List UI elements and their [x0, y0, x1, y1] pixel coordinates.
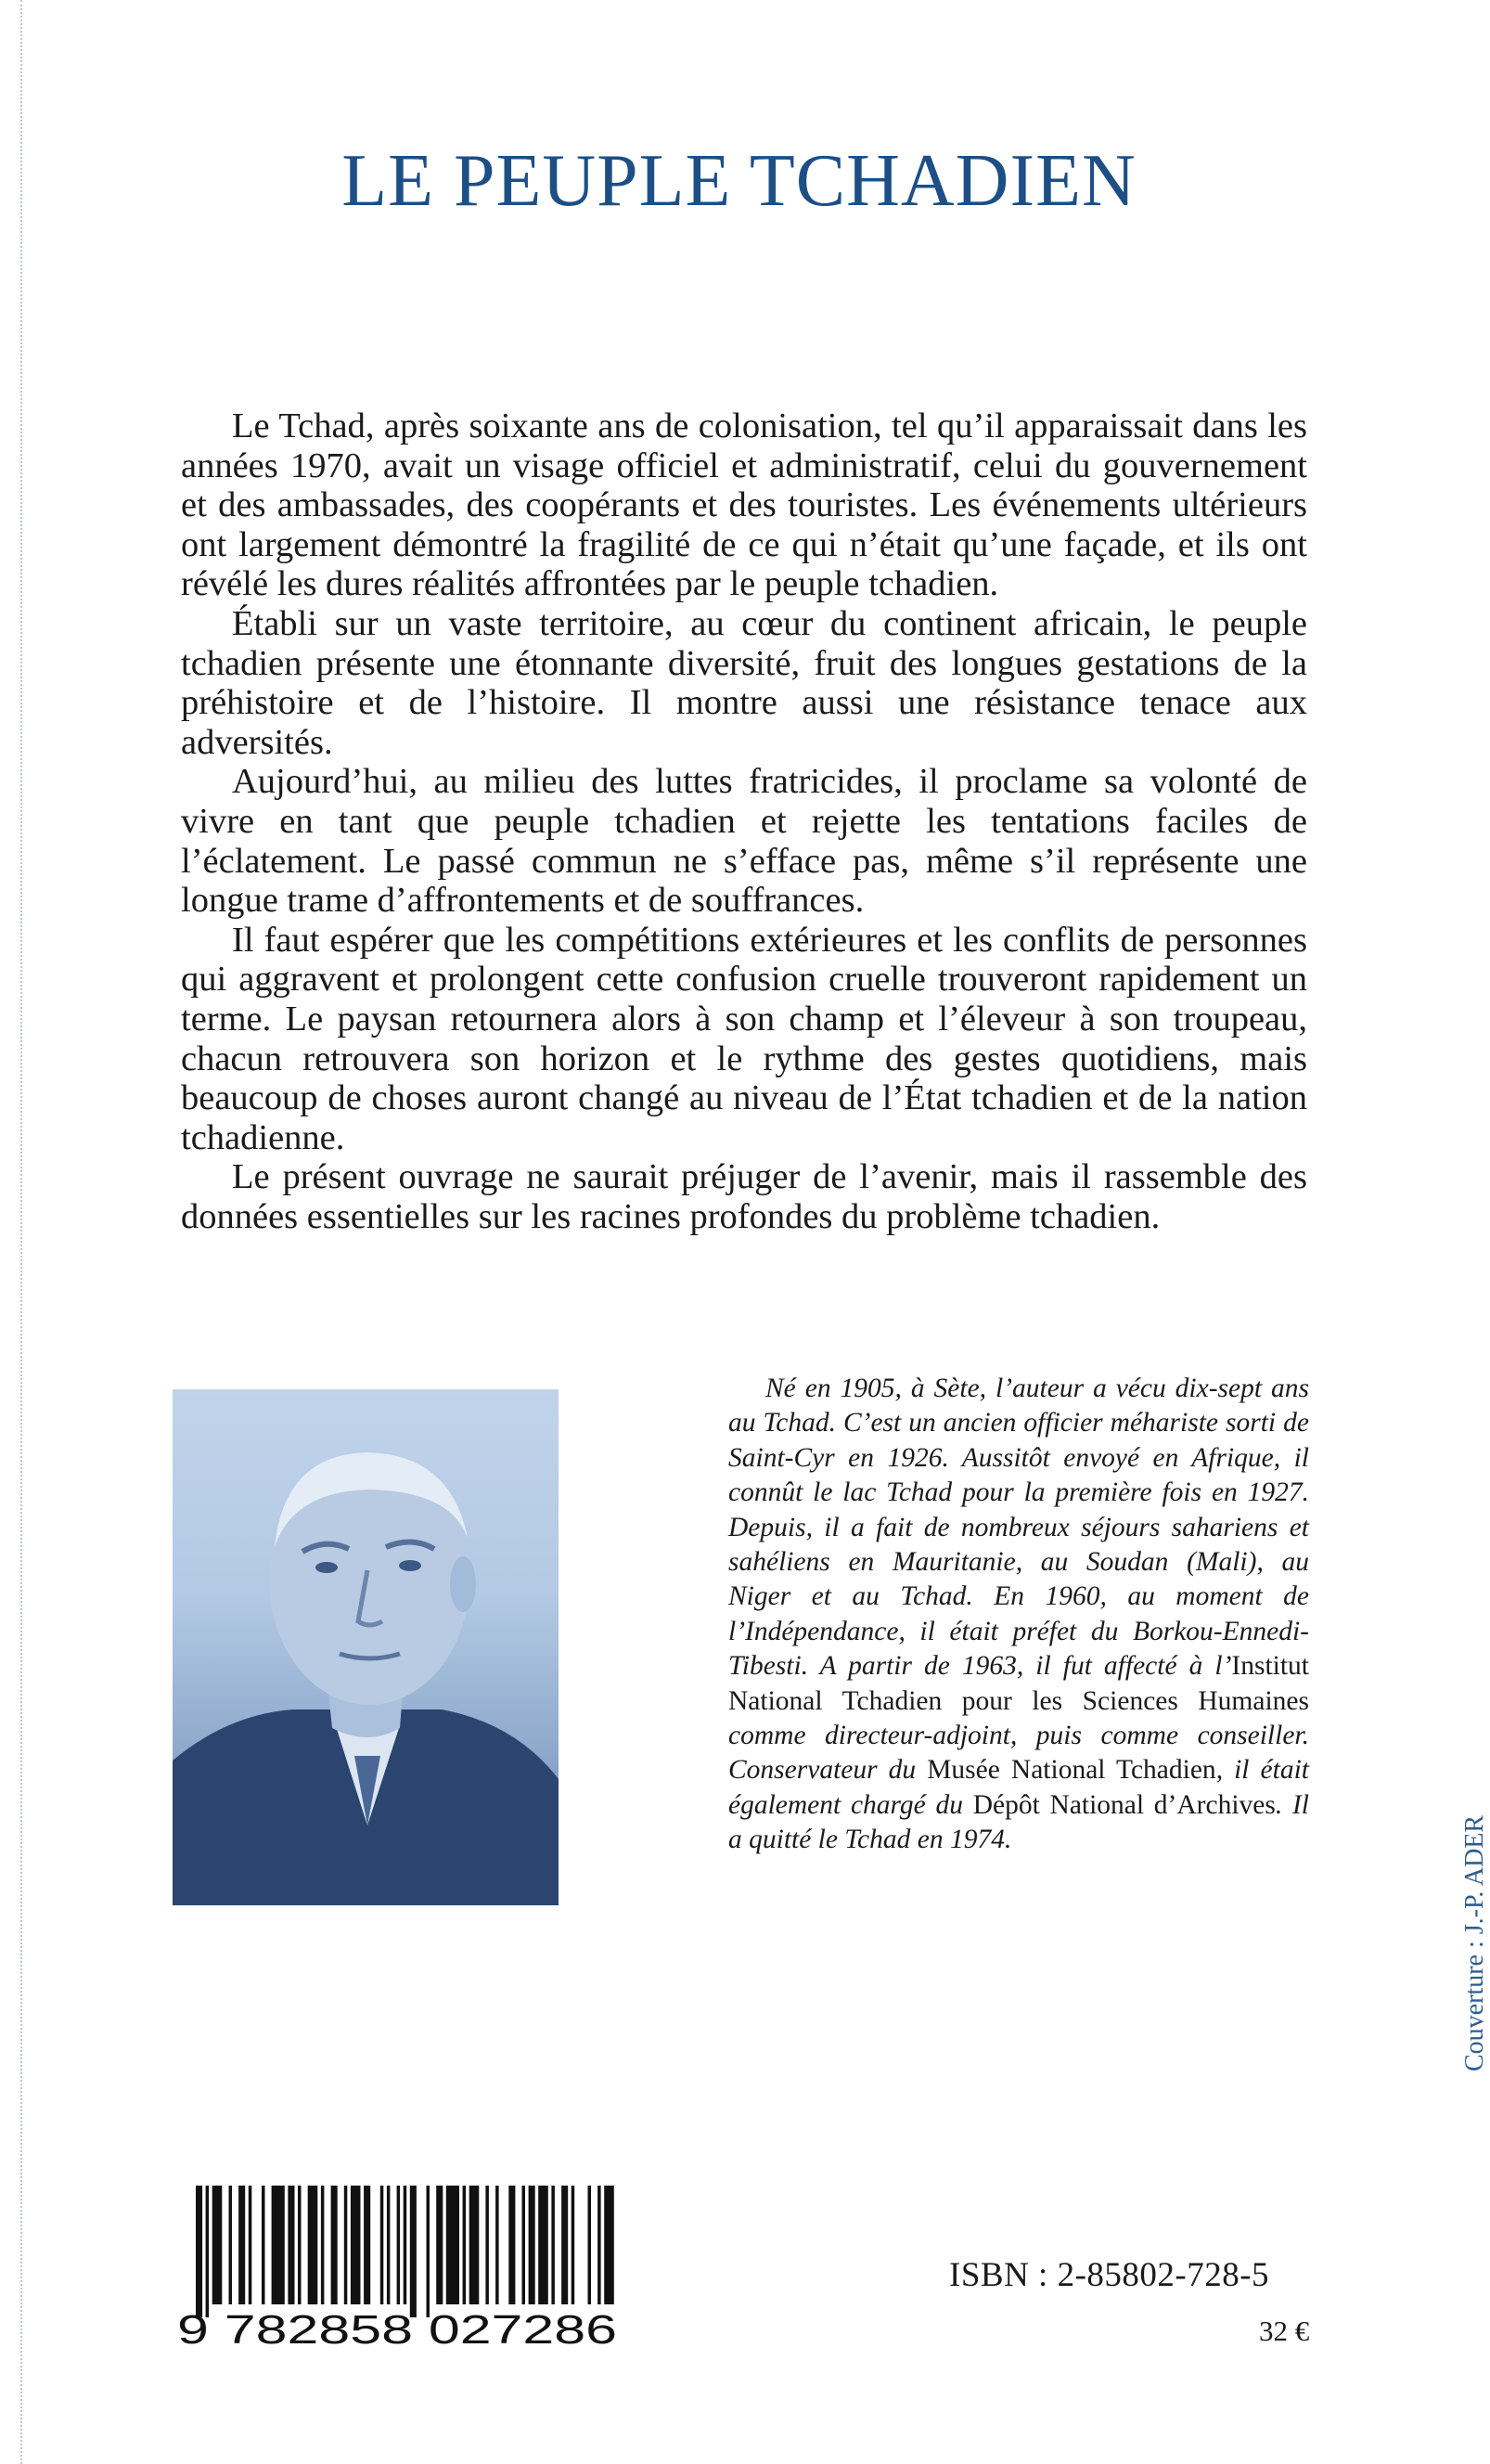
- bio-archive-name: Dépôt National d’Archives: [972, 1789, 1276, 1820]
- blurb-paragraph: Établi sur un vaste territoire, au cœur du continent africain, le peuple tchadien présente une étonnante diversité, fruit des longues gestations de la préhistoire et de l’histoire. Il montre aussi une résistance tenace aux adversités.: [181, 603, 1307, 762]
- page-edge-rule: [20, 0, 22, 2464]
- isbn-number: ISBN : 2-85802-728-5: [949, 2256, 1270, 2294]
- cover-credit: Couverture : J.-P. ADER: [1460, 1814, 1489, 2071]
- barcode-bar: [331, 2186, 338, 2304]
- barcode-bars: [196, 2186, 614, 2317]
- barcode-bar: [469, 2186, 480, 2304]
- book-title: LE PEUPLE TCHADIEN: [341, 140, 1137, 222]
- barcode-bar: [364, 2186, 370, 2304]
- barcode-bar: [380, 2186, 384, 2304]
- barcode-bar: [538, 2186, 548, 2304]
- barcode-bar: [262, 2186, 265, 2304]
- barcode-bar: [597, 2186, 601, 2304]
- barcode-bar: [561, 2186, 568, 2304]
- barcode-bar: [410, 2186, 417, 2317]
- barcode-bar: [588, 2186, 592, 2304]
- bio-text: , il était également chargé du: [728, 1755, 1309, 1820]
- barcode-bar: [427, 2186, 430, 2317]
- bio-text: comme directeur-adjoint, puis comme conseiller. Conservateur du: [728, 1721, 1309, 1786]
- back-cover-blurb: [181, 406, 1307, 1236]
- barcode-bar: [351, 2186, 361, 2304]
- barcode-bar: [404, 2186, 407, 2304]
- barcode-bar: [522, 2186, 526, 2304]
- barcode-bar: [288, 2186, 294, 2304]
- blurb-paragraph: Le Tchad, après soixante ans de colonisation, tel qu’il apparaissait dans les années 1970, avait un visage officiel et administratif, celui du gouvernement et des ambassades, des coopérants et des touristes. Les événements ultérieurs ont largement démontré la fragilité de ce qui n’était qu’une façade, et ils ont révélé les dures réalités affrontées par le peuple tchadien.: [181, 406, 1307, 604]
- barcode-digits: 9 782858 027286: [177, 2307, 617, 2353]
- bio-text: Né en 1905, à Sète, l’auteur a vécu dix-sept ans au Tchad. C’est un ancien officier méhariste sorti de Saint-Cyr en 1926. Aussitôt envoyé en Afrique, il connût le lac Tchad pour la première fois en 1927. Depuis, il a fait de nombreux séjours sahariens et sahéliens en Mauritanie, au Soudan (Mali), au Niger et au Tchad. En 1960, au moment de l’Indépendance, il était préfet du Borkou-Ennedi-Tibesti. A partir de 1963, il fut affecté à l’: [728, 1374, 1309, 1682]
- bio-text: . Il a quitté le Tchad en 1974.: [728, 1789, 1309, 1855]
- blurb-paragraph: Aujourd’hui, au milieu des luttes fratricides, il proclame sa volonté de vivre en tant que peuple tchadien et rejette les tentations faciles de l’éclatement. Le passé commun ne s’efface pas, même s’il représente une longue trame d’affrontements et de souffrances.: [181, 762, 1307, 921]
- barcode-bar: [308, 2186, 318, 2304]
- barcode-bar: [397, 2186, 401, 2304]
- blurb-paragraph: Le présent ouvrage ne saurait préjuger de l’avenir, mais il rassemble des données essentielles sur les racines profondes du problème tchadien.: [181, 1157, 1307, 1236]
- barcode-bar: [206, 2186, 210, 2317]
- barcode-bar: [238, 2186, 245, 2304]
- barcode-bar: [387, 2186, 391, 2304]
- barcode-bar: [272, 2186, 285, 2304]
- barcode-bar: [436, 2186, 443, 2304]
- barcode-bar: [463, 2186, 467, 2304]
- blurb-paragraph: Il faut espérer que les compétitions extérieures et les conflits de personnes qui aggravent et prolongent cette confusion cruelle trouveront rapidement un terme. Le paysan retournera alors à son champ et l’éleveur à son troupeau, chacun retrouvera son horizon et le rythme des gestes quotidiens, mais beaucoup de choses auront changé au niveau de l’État tchadien et de la nation tchadienne.: [181, 920, 1307, 1157]
- barcode-bar: [495, 2186, 499, 2304]
- barcode-icon: [175, 2186, 621, 2353]
- barcode-bar: [529, 2186, 535, 2304]
- barcode-bar: [321, 2186, 325, 2304]
- bio-institution-name: Institut National Tchadien pour les Sciences Humaines: [728, 1651, 1309, 1716]
- barcode-bar: [196, 2186, 202, 2317]
- bio-museum-name: Musée National Tchadien: [927, 1755, 1216, 1786]
- price-label: 32 €: [1259, 2315, 1310, 2347]
- barcode-bar: [344, 2186, 348, 2304]
- barcode-bar: [249, 2186, 252, 2304]
- barcode-bar: [212, 2186, 223, 2304]
- author-portrait-drawing: [173, 1389, 559, 1905]
- author-portrait: [173, 1389, 559, 1905]
- barcode-bar: [229, 2186, 233, 2304]
- barcode-bar: [485, 2186, 489, 2304]
- barcode-bar: [604, 2186, 614, 2304]
- barcode-bar: [572, 2186, 575, 2304]
- barcode-bar: [508, 2186, 515, 2304]
- barcode-bar: [298, 2186, 302, 2304]
- barcode-bar: [446, 2186, 459, 2304]
- barcode-bar: [551, 2186, 555, 2304]
- author-biography: [728, 1372, 1309, 1858]
